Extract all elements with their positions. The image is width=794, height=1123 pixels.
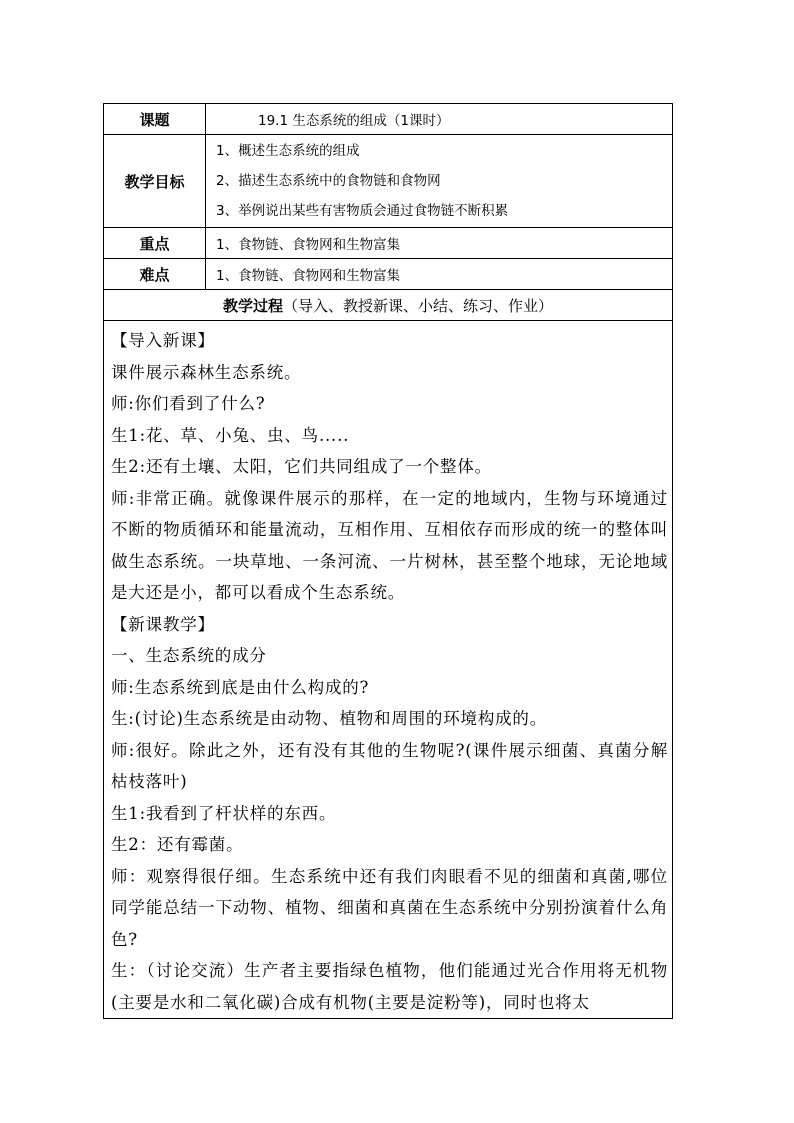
body-paragraph: 师:很好。除此之外，还有没有其他的生物呢?(课件展示细菌、真菌分解枯枝落叶) — [111, 740, 668, 791]
body-paragraph: 生2：还有霉菌。 — [111, 835, 244, 854]
body-paragraph: 师：观察得很仔细。生态系统中还有我们肉眼看不见的细菌和真菌,哪位同学能总结一下动物、植物、细菌和真菌在生态系统中分别扮演着什么角色? — [111, 866, 668, 949]
section-heading: 【导入新课】 — [111, 331, 215, 350]
goals-label: 教学目标 — [104, 135, 206, 228]
topic-value: 19.1 生态系统的组成（1课时） — [206, 104, 673, 135]
goal-item: 2、描述生态系统中的食物链和食物网 — [216, 173, 441, 189]
body-paragraph: 生1:花、草、小兔、虫、鸟..... — [111, 425, 350, 445]
subsection-heading: 一、生态系统的成分 — [111, 646, 267, 665]
section-heading: 【新课教学】 — [111, 614, 215, 634]
goal-item: 1、概述生态系统的组成 — [216, 143, 360, 159]
difficulty-row — [104, 259, 673, 290]
body-paragraph: 课件展示森林生态系统。 — [111, 362, 302, 382]
body-paragraph: 师:非常正确。就像课件展示的那样，在一定的地域内，生物与环境通过不断的物质循环和能量流动，互相作用、互相依存而形成的统一的整体叫做生态系统。一块草地、一条河流、一片树林，甚至整个地球，无论地域是大还是小，都可以看成个生态系统。 — [111, 488, 668, 602]
process-title: 教学过程 — [222, 296, 283, 315]
body-paragraph: 生2:还有土壤、太阳，它们共同组成了一个整体。 — [111, 457, 492, 476]
key-point-row — [104, 228, 673, 259]
body-paragraph: 生1:我看到了杆状样的东西。 — [111, 803, 337, 823]
topic-row — [104, 104, 673, 135]
lesson-plan-table — [103, 103, 673, 1019]
goals-list — [206, 135, 673, 228]
body-paragraph: 师:生态系统到底是由什么构成的? — [111, 677, 370, 697]
process-note: （导入、教授新课、小结、练习、作业） — [283, 296, 554, 315]
topic-label: 课题 — [104, 104, 206, 135]
body-paragraph: 生:(讨论)生态系统是由动物、植物和周围的环境构成的。 — [111, 709, 548, 728]
lesson-body — [104, 321, 673, 1019]
difficulty-label: 难点 — [104, 259, 206, 290]
goal-item: 3、举例说出某些有害物质会通过食物链不断积累 — [216, 203, 509, 219]
body-paragraph: 师:你们看到了什么? — [111, 394, 266, 413]
difficulty-value: 1、食物链、食物网和生物富集 — [206, 259, 673, 290]
goals-row — [104, 135, 673, 228]
key-point-value: 1、食物链、食物网和生物富集 — [206, 228, 673, 259]
body-paragraph: 生：（讨论交流）生产者主要指绿色植物，他们能通过光合作用将无机物(主要是水和二氧化碳)合成有机物(主要是淀粉等)，同时也将太 — [111, 961, 668, 1012]
key-point-label: 重点 — [104, 228, 206, 259]
process-row — [104, 290, 673, 321]
lesson-body-row — [104, 321, 673, 1019]
process-header — [104, 290, 673, 321]
